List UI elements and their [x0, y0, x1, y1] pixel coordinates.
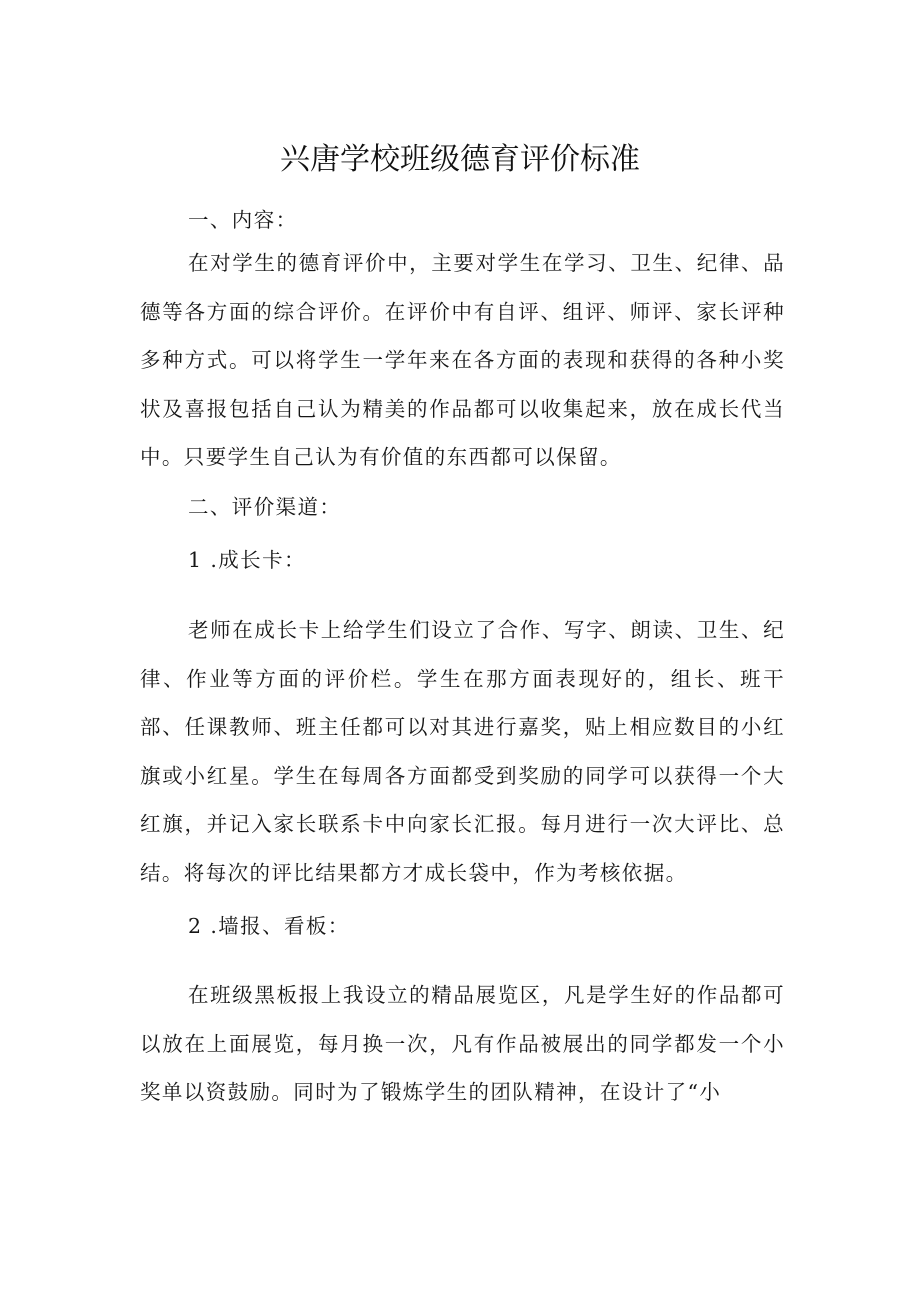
section-heading-channels: 二、评价渠道： — [188, 495, 342, 519]
paragraph-content: 在对学生的德育评价中，主要对学生在学习、卫生、纪律、品德等各方面的综合评价。在评价中有自评、组评、师评、家长评种多种方式。可以将学生一学年来在各方面的表现和获得的各种小奖状及喜报包括自己认为精美的作品都可以收集起来，放在成长代当中。只要学生自己认为有价值的东西都可以保留。 — [140, 251, 785, 469]
paragraph-wall-board: 在班级黑板报上我设立的精品展览区，凡是学生好的作品都可以放在上面展览，每月换一次，凡有作品被展出的同学都发一个小奖单以资鼓励。同时为了锻炼学生的团队精神，在设计了“小 — [140, 983, 785, 1104]
subheading-wall-board: 2 .墙报、看板： — [188, 914, 350, 938]
section-heading-content: 一、内容： — [188, 208, 298, 232]
subheading-growth-card: 1 .成长卡： — [188, 548, 306, 572]
document-title: 兴唐学校班级德育评价标准 — [280, 142, 640, 177]
paragraph-growth-card: 老师在成长卡上给学生们设立了合作、写字、朗读、卫生、纪律、作业等方面的评价栏。学生在那方面表现好的，组长、班干部、任课教师、班主任都可以对其进行嘉奖，贴上相应数目的小红旗或小红星。学生在每周各方面都受到奖励的同学可以获得一个大红旗，并记入家长联系卡中向家长汇报。每月进行一次大评比、总结。将每次的评比结果都方才成长袋中，作为考核依据。 — [140, 618, 785, 885]
